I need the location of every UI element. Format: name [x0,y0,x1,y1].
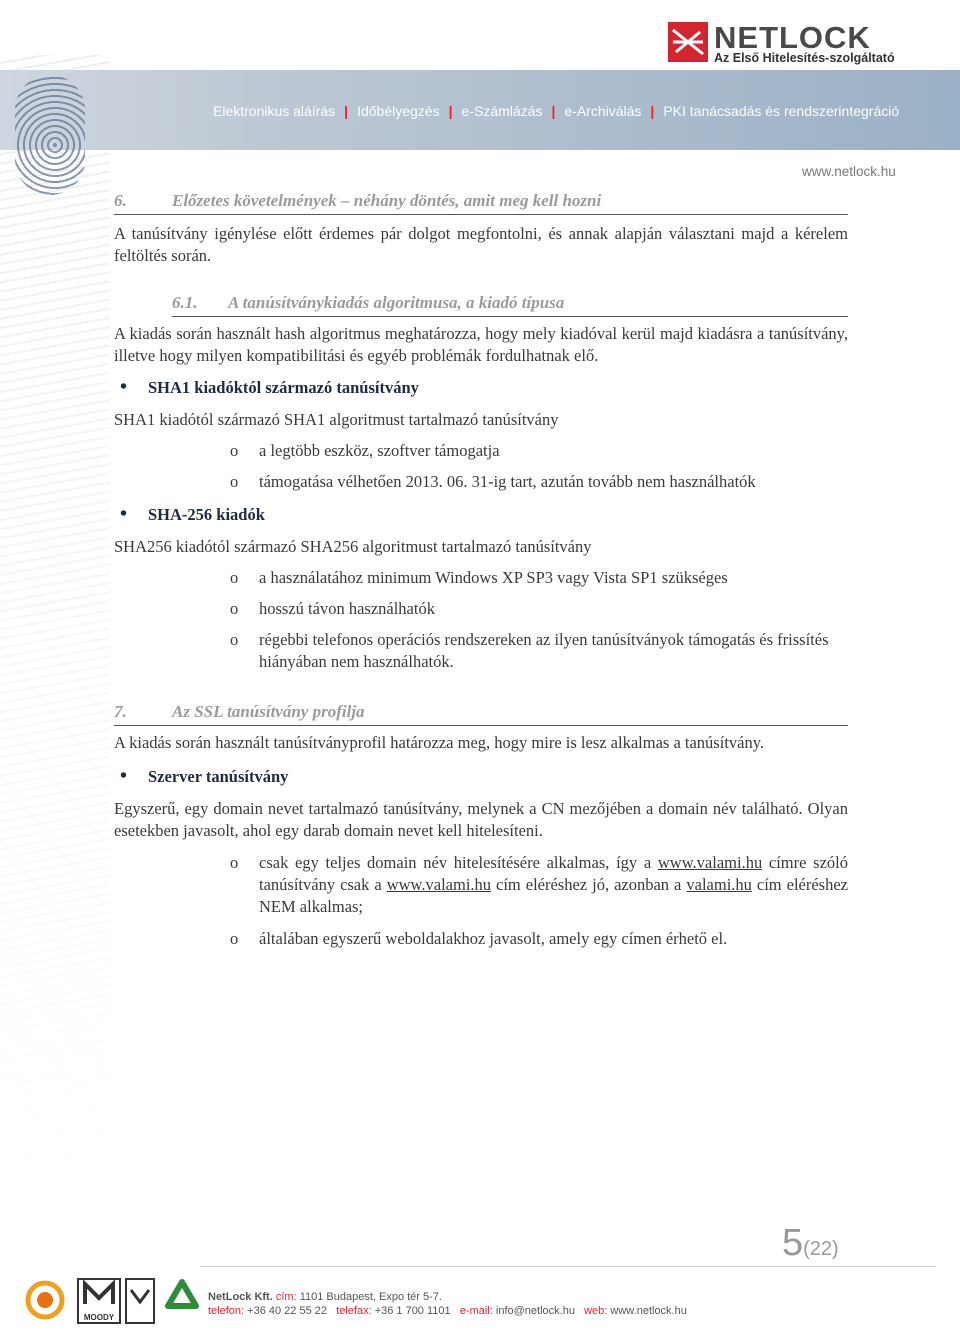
sha1-item-2: o támogatása vélhetően 2013. 06. 31-ig tart, azután tovább nem használhatók [230,472,756,491]
section-6-number: 6. [114,191,127,210]
link-www-valami-2[interactable]: www.valami.hu [386,875,492,894]
moody-badge-label: MOODY [83,1313,115,1322]
recycle-icon [160,1278,204,1324]
server-cert-description: Egyszerű, egy domain nevet tartalmazó tanúsítvány, melynek a CN mezőjében a domain név található. Olyan esetekben javasolt, ahol egy darab domain nevet kell hitelesíteni. [114,799,848,840]
bullet-sha1: • SHA1 kiadóktól származó tanúsítvány [114,377,848,399]
brand-tagline: Az Első Hitelesítés-szolgáltató [714,51,895,65]
fingerprint-icon [15,75,85,195]
footer-divider [200,1266,936,1267]
netlock-logo [668,22,918,70]
nav-item-alairas[interactable]: Elektronikus aláírás [213,103,336,119]
section-6-1-heading [172,292,848,317]
brand-name: NETLOCK [714,20,871,55]
nav-item-szamlazas[interactable]: e-Számlázás [461,103,543,119]
sha1-item-1: o a legtöbb eszköz, szoftver támogatja [230,441,500,460]
section-6-title: Előzetes követelmények – néhány döntés, amit meg kell hozni [172,191,602,210]
moody-badge-icon [77,1278,121,1324]
fingerprint-decoration [0,55,110,1255]
footer-line-2: telefon: +36 40 22 55 22 telefax: +36 1 700 1101 e-mail: info@netlock.hu web: www.netlock.hu [208,1305,687,1317]
section-6-1-intro: A kiadás során használt hash algoritmus meghatározza, hogy mely kiadóval kerül majd kiadásra a tanúsítvány, illetve hogy milyen kompatibilitási és egyéb problémák fordulhatnak elő. [114,324,848,365]
footer-email[interactable]: info@netlock.hu [495,1305,575,1317]
section-7-number: 7. [114,702,127,721]
netlock-logo-icon [668,22,708,62]
sha256-item-3: o régebbi telefonos operációs rendszereken az ilyen tanúsítványok támogatás és frissítés hiányában nem használhatók. [230,630,829,671]
link-valami[interactable]: valami.hu [686,875,752,894]
section-6-1-title: A tanúsítványkiadás algoritmusa, a kiadó típusa [228,293,565,312]
section-6-1-number: 6.1. [172,293,198,312]
nav-item-archivalas[interactable]: e-Archiválás [564,103,642,119]
section-7-intro: A kiadás során használt tanúsítványprofil határozza meg, hogy mire is lesz alkalmas a tanúsítvány. [114,733,765,752]
section-7-title: Az SSL tanúsítvány profilja [172,702,365,721]
document-body [114,190,848,950]
footer-contact [208,1290,687,1318]
bullet-server-cert: • Szerver tanúsítvány [114,766,848,788]
certification-badges [25,1278,205,1328]
sha256-description: SHA256 kiadótól származó SHA256 algoritmust tartalmazó tanúsítvány [114,537,592,556]
ukas-badge-icon [125,1278,155,1324]
site-url[interactable]: www.netlock.hu [802,164,896,179]
section-6-intro: A tanúsítvány igénylése előtt érdemes pár dolgot megfontolni, és annak alapján választani majd a kérelem feltöltés során. [114,224,848,265]
section-7-heading [114,701,848,726]
sha1-description: SHA1 kiadótól származó SHA1 algoritmust tartalmazó tanúsítvány [114,410,559,429]
sha256-item-1: o a használatához minimum Windows XP SP3 vagy Vista SP1 szükséges [230,568,728,587]
section-6-heading [114,190,848,215]
nav-item-idobelyegzes[interactable]: Időbélyegzés [357,103,440,119]
footer-web[interactable]: www.netlock.hu [610,1305,687,1317]
page-number: 5(22) [782,1222,839,1264]
nav-item-pki[interactable]: PKI tanácsadás és rendszerintegráció [663,103,900,119]
top-nav: Elektronikus aláírás | Időbélyegzés | e-Számlázás | e-Archiválás | PKI tanácsadás és rendszerintegráció [213,103,900,119]
bullet-sha256: • SHA-256 kiadók [114,504,848,526]
server-item-2: o általában egyszerű weboldalakhoz javasolt, amely egy címen érhető el. [230,929,728,948]
sha256-item-2: o hosszú távon használhatók [230,599,435,618]
footer-line-1: NetLock Kft. cím: 1101 Budapest, Expo tér 5-7. [208,1291,442,1303]
link-www-valami-1[interactable]: www.valami.hu [657,853,763,872]
sgs-badge-icon [25,1278,69,1324]
server-item-1: o csak egy teljes domain név hitelesítésére alkalmas, így a www.valami.hu címre szóló tanúsítvány csak a www.valami.hu cím eléréshez jó, azonban a valami.hu cím eléréshez NEM alkalmas; [230,853,849,916]
